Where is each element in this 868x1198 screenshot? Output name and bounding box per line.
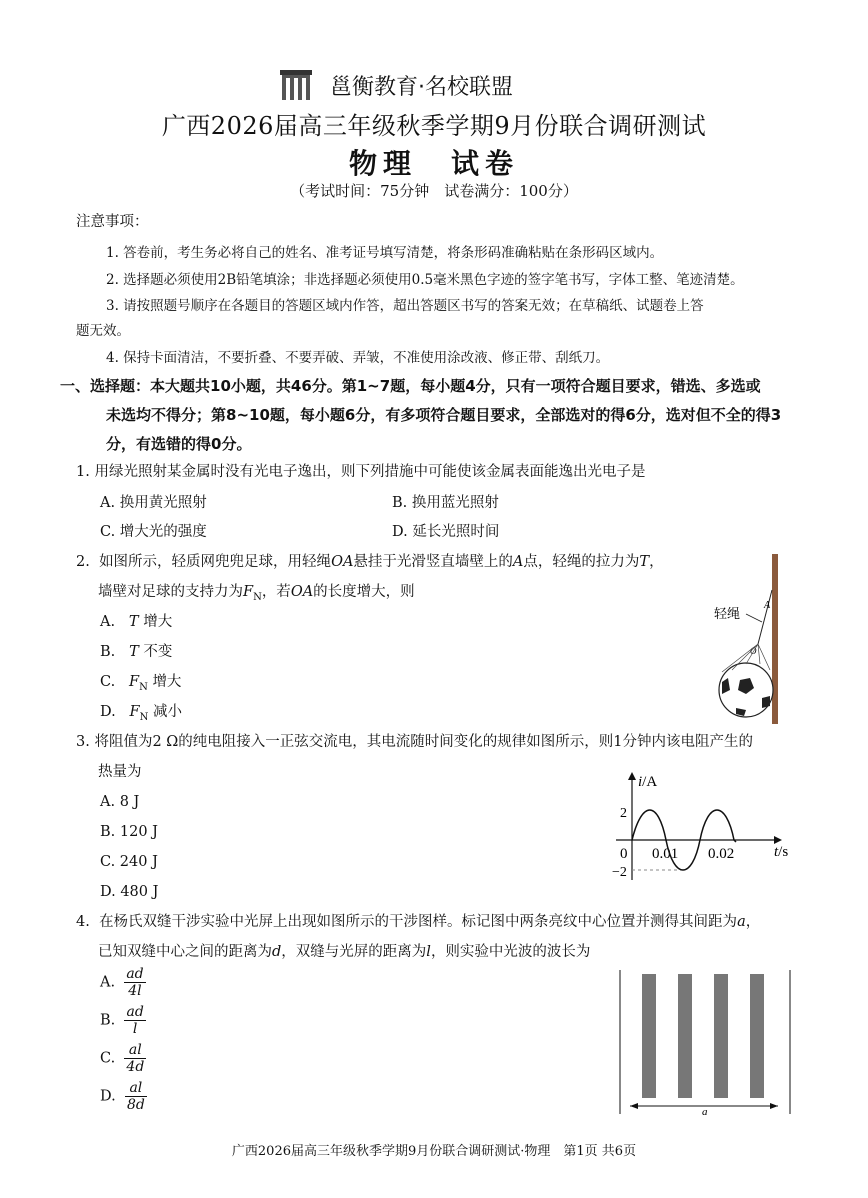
q1-option-c: C. 增大光的强度 <box>100 524 207 540</box>
spacing-label: a <box>702 1106 708 1116</box>
q3-option-c: C. 240 J <box>100 854 158 870</box>
q2-option-c: C. $F_N$ 增大 <box>100 674 182 693</box>
section-heading-line-1: 一、选择题：本大题共10小题，共46分。第1~7题，每小题4分，只有一项符合题目要求，错选、多选或 <box>60 377 761 395</box>
q3-option-b: B. 120 J <box>100 824 158 840</box>
school-logo-icon <box>278 68 314 104</box>
subject-title: 物理 试卷 <box>348 147 519 180</box>
bright-fringe <box>678 974 692 1098</box>
q2-stem-line-2: 墙壁对足球的支持力为$F_N$，若OA的长度增大，则 <box>98 584 415 603</box>
notice-item-4: 4. 保持卡面清洁，不要折叠、不要弄破、弄皱，不准使用涂改液、修正带、刮纸刀。 <box>106 350 610 366</box>
x-axis-label: t/s <box>774 844 789 860</box>
bright-fringe <box>714 974 728 1098</box>
q3-stem-line-1: 3. 将阻值为2 Ω的纯电阻接入一正弦交流电，其电流随时间变化的规律如图所示，则1分钟内该电阻产生的 <box>76 734 754 750</box>
y-axis-label: i/A <box>638 774 658 790</box>
exam-time-info: （考试时间：75分钟 试卷满分：100分） <box>290 182 578 200</box>
notice-item-1: 1. 答卷前，考生务必将自己的姓名、准考证号填写清楚，将条形码准确粘贴在条形码区域内。 <box>106 245 664 261</box>
wall <box>772 554 778 724</box>
q2-stem-line-1: 2. 如图所示，轻质网兜兜足球，用轻绳OA悬挂于光滑竖直墙壁上的A点，轻绳的拉力为T， <box>76 554 664 570</box>
q3-stem-line-2: 热量为 <box>98 764 142 780</box>
q4-option-a: A. $\frac{ad}{4l}$ <box>100 966 144 999</box>
section-heading-line-3: 分，有选错的得0分。 <box>106 435 252 453</box>
q1-stem: 1. 用绿光照射某金属时没有光电子逸出，则下列措施中可能使该金属表面能逸出光电子是 <box>76 464 646 480</box>
notice-item-3-cont: 题无效。 <box>76 323 130 339</box>
section-heading-line-2: 未选均不得分；第8~10题，每小题6分，有多项符合题目要求，全部选对的得6分，选对但不全的得3 <box>106 406 782 424</box>
origin-label: 0 <box>620 846 628 862</box>
x-tick-0-02: 0.02 <box>708 846 735 862</box>
q3-option-a: A. 8 J <box>100 794 140 810</box>
q2-football-figure <box>710 552 785 727</box>
q1-option-b: B. 换用蓝光照射 <box>392 495 499 511</box>
q3-option-d: D. 480 J <box>100 884 159 900</box>
q2-option-b: B. T 不变 <box>100 644 173 660</box>
bright-fringe <box>750 974 764 1098</box>
x-tick-0-01: 0.01 <box>652 846 679 862</box>
y-tick-neg-2: −2 <box>612 865 627 880</box>
q4-option-c: C. $\frac{al}{4d}$ <box>100 1042 145 1075</box>
q2-option-d: D. $F_N$ 减小 <box>100 704 182 723</box>
q4-interference-pattern <box>618 968 793 1116</box>
q2-option-a: A. T 增大 <box>100 614 173 630</box>
q3-current-graph <box>608 768 800 886</box>
rope <box>758 590 772 644</box>
exam-title: 广西2026届高三年级秋季学期9月份联合调研测试 <box>161 112 707 140</box>
q1-option-a: A. 换用黄光照射 <box>100 495 207 511</box>
notice-item-2: 2. 选择题必须使用2B铅笔填涂；非选择题必须使用0.5毫米黑色字迹的签字笔书写，字体工整、笔迹清楚。 <box>106 272 744 288</box>
q4-option-b: B. $\frac{ad}{l}$ <box>100 1004 144 1037</box>
rope-label: 轻绳 <box>714 607 741 622</box>
y-tick-2: 2 <box>620 806 627 821</box>
notice-heading: 注意事项： <box>76 214 149 230</box>
point-o-label: O <box>750 646 757 656</box>
bright-fringe <box>642 974 656 1098</box>
q1-option-d: D. 延长光照时间 <box>392 524 500 540</box>
brand-name: 邕衡教育·名校联盟 <box>330 75 513 100</box>
q4-stem-line-1: 4. 在杨氏双缝干涉实验中光屏上出现如图所示的干涉图样。标记图中两条亮纹中心位置并测得其间距为a， <box>76 914 761 930</box>
point-a-label: A <box>764 600 771 611</box>
q4-stem-line-2: 已知双缝中心之间的距离为d，双缝与光屏的距离为l，则实验中光波的波长为 <box>98 944 591 960</box>
q4-option-d: D. $\frac{al}{8d}$ <box>100 1080 145 1113</box>
notice-item-3: 3. 请按照题号顺序在各题目的答题区域内作答，超出答题区书写的答案无效；在草稿纸、试题卷上答 <box>106 298 704 314</box>
page-footer: 广西2026届高三年级秋季学期9月份联合调研测试·物理 第1页 共6页 <box>231 1144 637 1159</box>
